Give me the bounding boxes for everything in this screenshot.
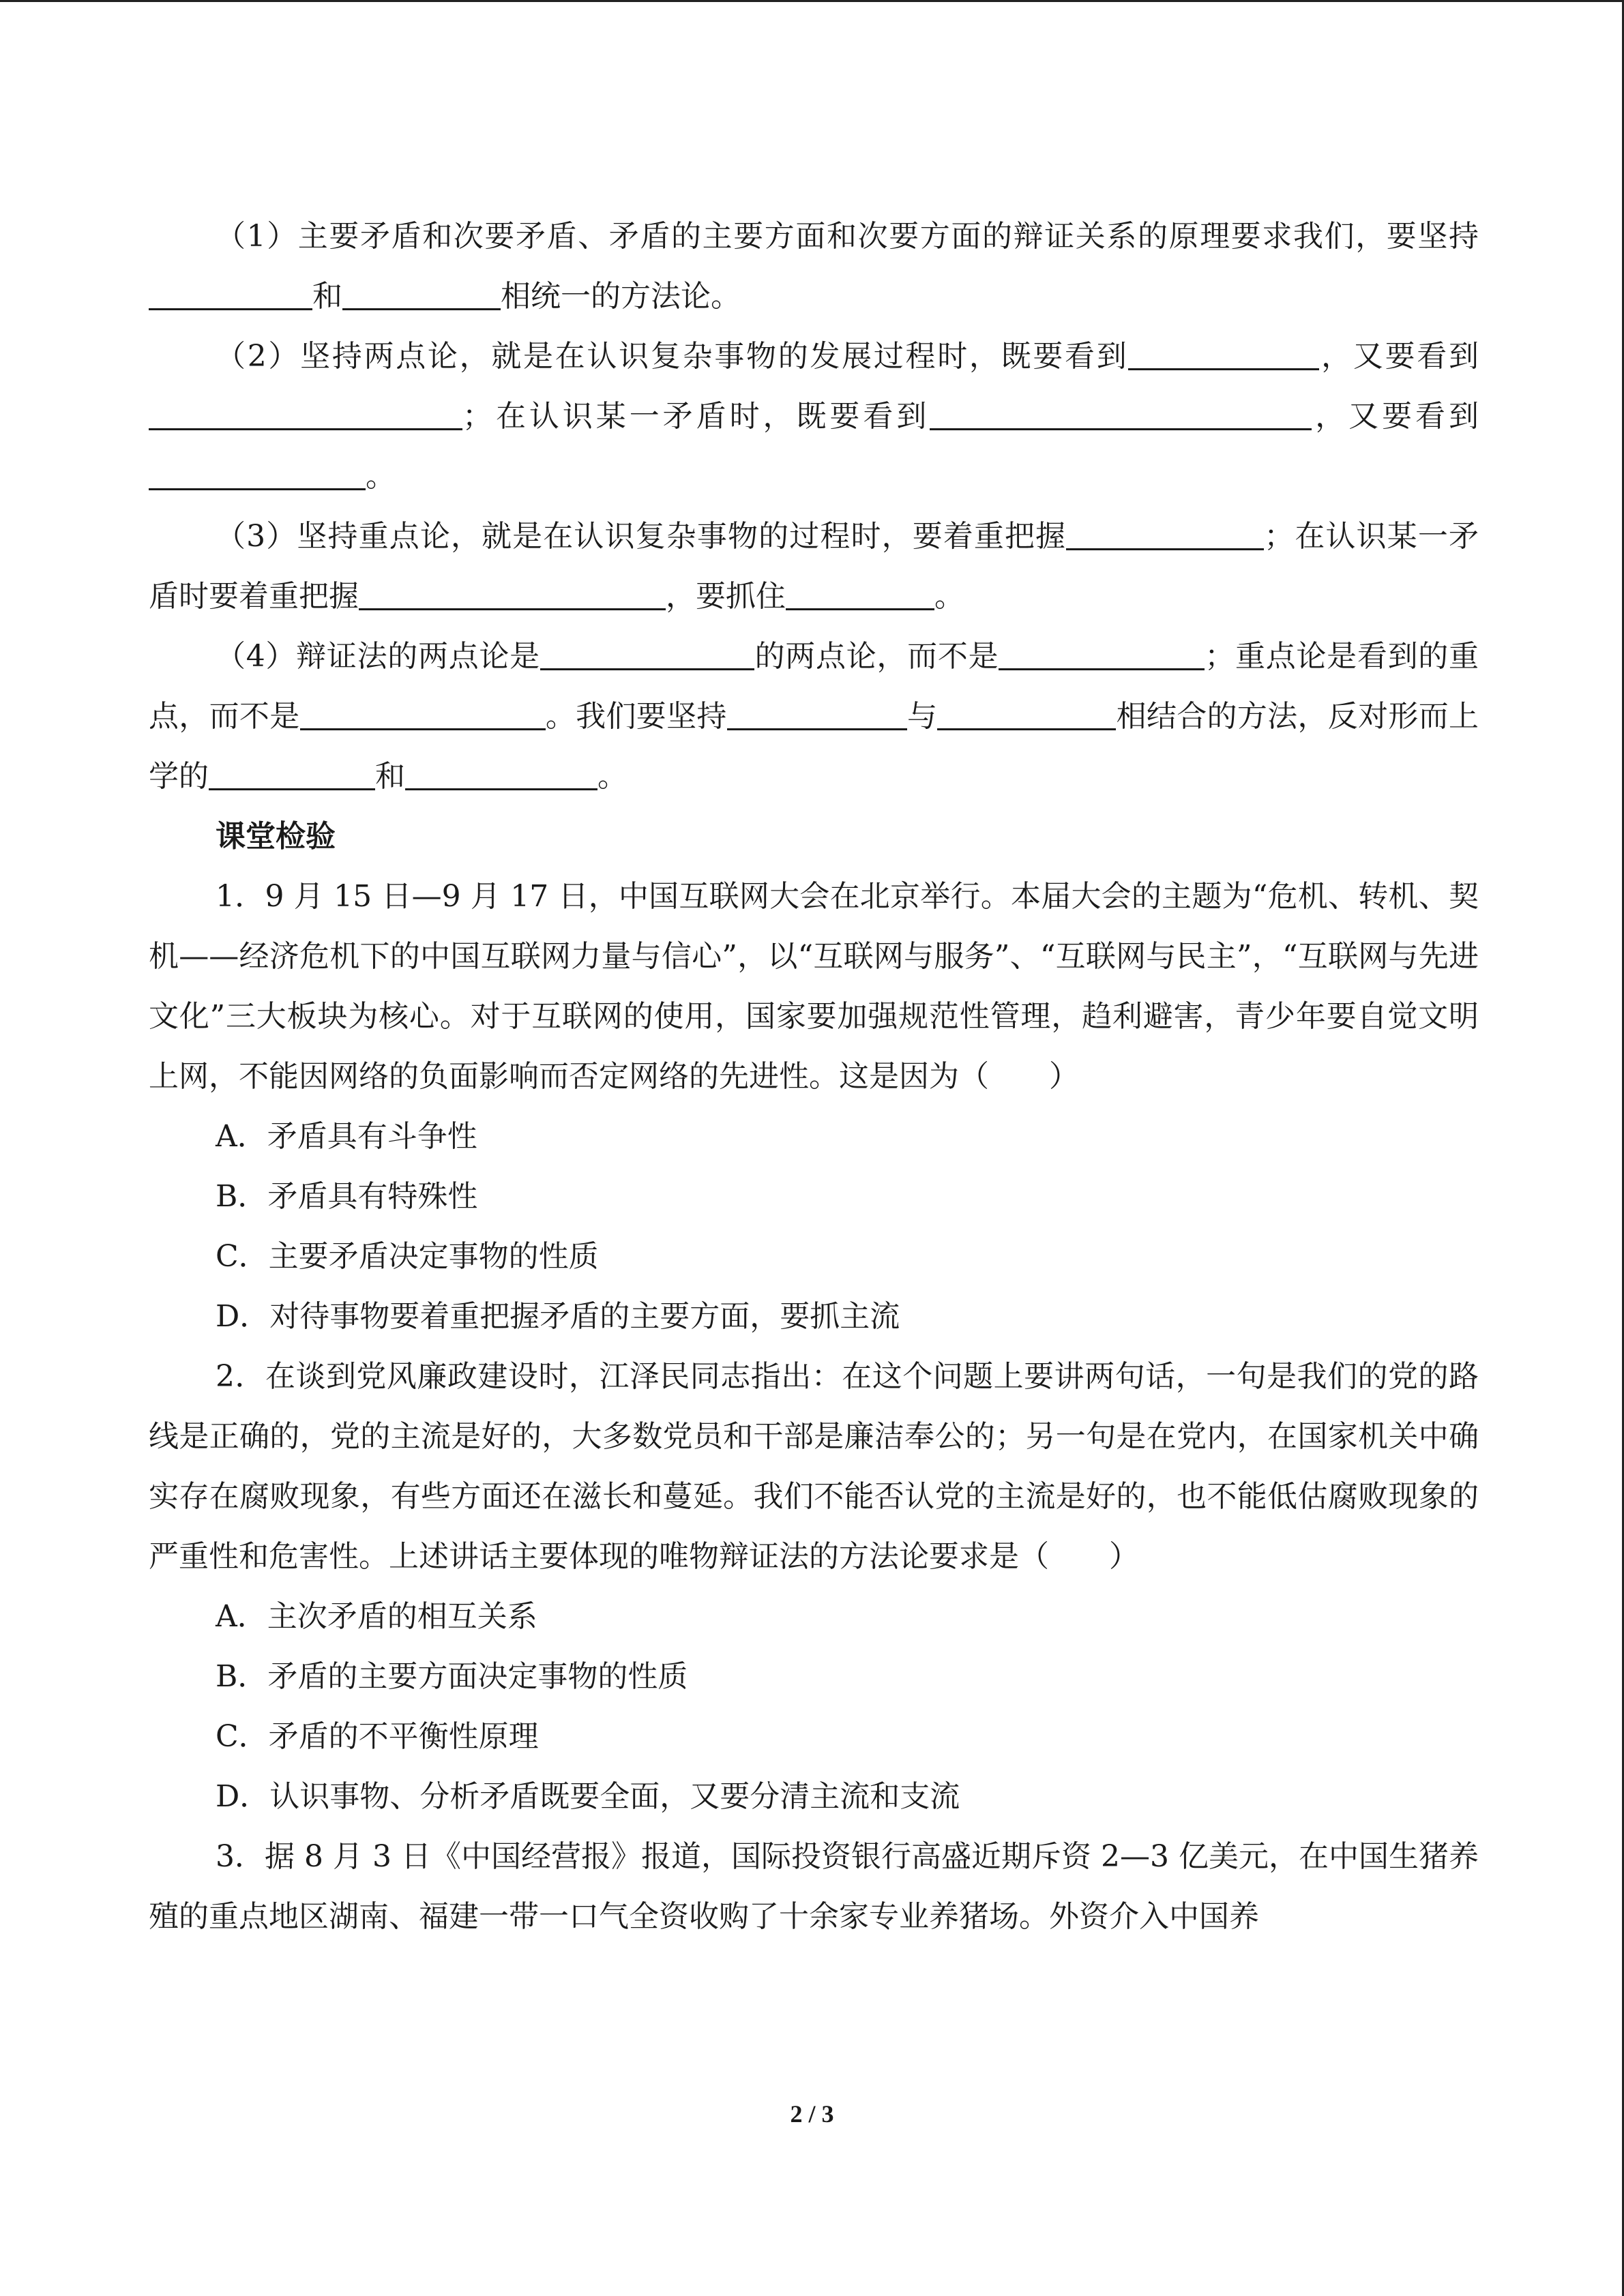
item4-text-7: 和 bbox=[375, 759, 405, 794]
blank-2-1[interactable] bbox=[1128, 338, 1319, 370]
item1-text-2: 和 bbox=[312, 279, 342, 314]
item4-text-8: 。 bbox=[597, 759, 628, 794]
question-2-option-b[interactable]: B．矛盾的主要方面决定事物的性质 bbox=[216, 1659, 688, 1694]
blank-4-1[interactable] bbox=[540, 638, 754, 670]
item2-text-4: ，又要看到 bbox=[1312, 399, 1479, 434]
item4-text-3: ；重点论是看到的重点，而不是 bbox=[149, 639, 1479, 734]
blank-1-1[interactable] bbox=[149, 278, 312, 310]
item1-text-1: （1）主要矛盾和次要矛盾、矛盾的主要方面和次要方面的辩证关系的原理要求我们，要坚持 bbox=[216, 219, 1479, 254]
blank-3-3[interactable] bbox=[786, 578, 934, 610]
question-1-option-b[interactable]: B．矛盾具有特殊性 bbox=[216, 1179, 478, 1214]
blank-4-4[interactable] bbox=[727, 698, 907, 730]
item4-text-6: 相结合的方法，反对形而上学的 bbox=[149, 699, 1479, 794]
item3-text-2: ；在认识某一矛盾时要着重把握 bbox=[149, 519, 1479, 614]
item1-text-3: 相统一的方法论。 bbox=[501, 279, 741, 314]
question-3-stem: 3．据 8 月 3 日《中国经营报》报道，国际投资银行高盛近期斥资 2—3 亿美元，在中国生猪养殖的重点地区湖南、福建一带一口气全资收购了十余家专业养猪场。外资介入中国养 bbox=[149, 1839, 1479, 1934]
fill-in-item-4 bbox=[149, 627, 1479, 807]
item4-text-1: （4）辩证法的两点论是 bbox=[216, 639, 540, 674]
blank-4-5[interactable] bbox=[937, 698, 1116, 730]
blank-2-3[interactable] bbox=[930, 398, 1312, 430]
fill-in-item-3 bbox=[149, 507, 1479, 627]
question-1-stem: 1．9 月 15 日—9 月 17 日，中国互联网大会在北京举行。本届大会的主题为“危机、转机、契机——经济危机下的中国互联网力量与信心”，以“互联网与服务”、“互联网与民主”，“互联网与先进文化”三大板块为核心。对于互联网的使用，国家要加强规范性管理，趋利避害，青少年要自觉文明上网，不能因网络的负面影响而否定网络的先进性。这是因为（ ） bbox=[149, 879, 1479, 1094]
item3-text-4: 。 bbox=[934, 579, 964, 614]
item3-text-1: （3）坚持重点论，就是在认识复杂事物的过程时，要着重把握 bbox=[216, 519, 1067, 554]
question-2-option-c[interactable]: C．矛盾的不平衡性原理 bbox=[216, 1719, 539, 1754]
blank-4-2[interactable] bbox=[999, 638, 1205, 670]
blank-2-2[interactable] bbox=[149, 398, 462, 430]
page-content bbox=[149, 207, 1479, 1947]
question-2-stem: 2．在谈到党风廉政建设时，江泽民同志指出：在这个问题上要讲两句话，一句是我们的党的路线是正确的，党的主流是好的，大多数党员和干部是廉洁奉公的；另一句是在党内，在国家机关中确实存在腐败现象，有些方面还在滋长和蔓延。我们不能否认党的主流是好的，也不能低估腐败现象的严重性和危害性。上述讲话主要体现的唯物辩证法的方法论要求是（ ） bbox=[149, 1359, 1479, 1574]
item4-text-5: 与 bbox=[906, 699, 938, 734]
fill-in-item-1 bbox=[149, 207, 1479, 327]
item2-text-2: ，又要看到 bbox=[1319, 339, 1479, 374]
blank-2-4[interactable] bbox=[149, 458, 366, 490]
question-2-option-d[interactable]: D．认识事物、分析矛盾既要全面，又要分清主流和支流 bbox=[216, 1779, 960, 1814]
item2-text-3: ；在认识某一矛盾时，既要看到 bbox=[462, 399, 930, 434]
item3-text-3: ，要抓住 bbox=[666, 579, 786, 614]
blank-1-2[interactable] bbox=[342, 278, 501, 310]
question-2-option-a[interactable]: A．主次矛盾的相互关系 bbox=[216, 1599, 537, 1634]
page-number: 2 / 3 bbox=[790, 2100, 834, 2128]
blank-4-6[interactable] bbox=[209, 758, 375, 790]
question-1-option-d[interactable]: D．对待事物要着重把握矛盾的主要方面，要抓主流 bbox=[216, 1299, 900, 1334]
fill-in-item-2 bbox=[149, 327, 1479, 507]
blank-3-1[interactable] bbox=[1066, 518, 1264, 550]
question-1-option-c[interactable]: C．主要矛盾决定事物的性质 bbox=[216, 1239, 599, 1274]
blank-4-7[interactable] bbox=[405, 758, 597, 790]
blank-3-2[interactable] bbox=[359, 578, 666, 610]
item2-text-1: （2）坚持两点论，就是在认识复杂事物的发展过程时，既要看到 bbox=[216, 339, 1129, 374]
question-1-option-a[interactable]: A．矛盾具有斗争性 bbox=[216, 1119, 477, 1154]
blank-4-3[interactable] bbox=[300, 698, 546, 730]
item4-text-2: 的两点论，而不是 bbox=[754, 639, 999, 674]
section-heading: 课堂检验 bbox=[216, 819, 336, 854]
item2-text-5: 。 bbox=[366, 459, 396, 494]
item4-text-4: 。我们要坚持 bbox=[545, 699, 727, 734]
